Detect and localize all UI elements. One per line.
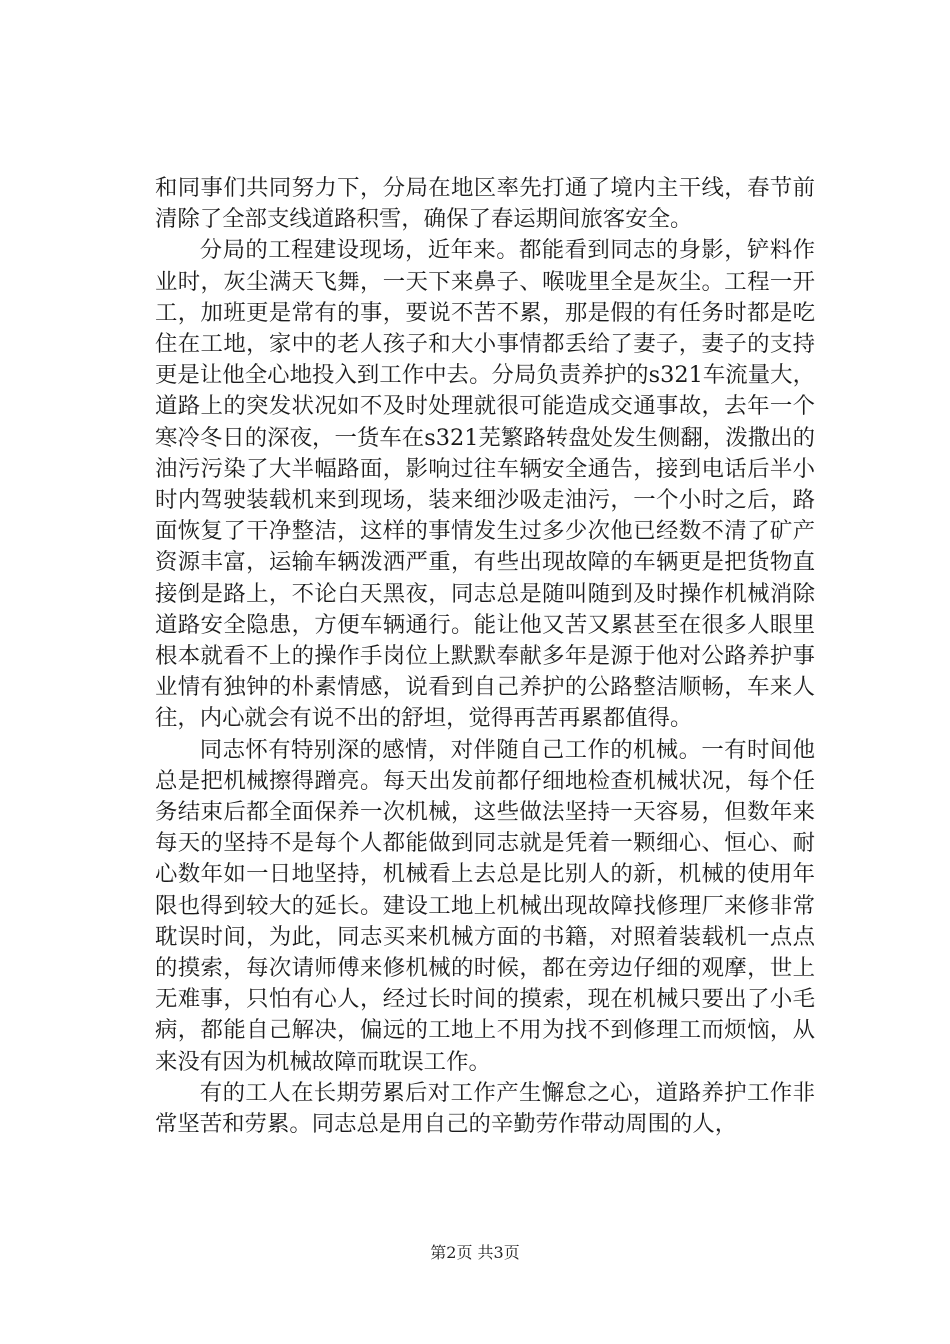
page-number-footer: 第2页 共3页 — [430, 1243, 520, 1262]
document-body — [155, 173, 815, 1140]
paragraph-2: 分局的工程建设现场，近年来。都能看到同志的身影，铲料作业时，灰尘满天飞舞，一天下来鼻子、喉咙里全是灰尘。工程一开工，加班更是常有的事，要说不苦不累，那是假的有任务时都是吃住在工地，家中的老人孩子和大小事情都丢给了妻子，妻子的支持更是让他全心地投入到工作中去。分局负责养护的s321车流量大，道路上的突发状况如不及时处理就很可能造成交通事故，去年一个寒冷冬日的深夜，一货车在s321芜繁路转盘处发生侧翻，泼撒出的油污污染了大半幅路面，影响过往车辆安全通告，接到电话后半小时内驾驶装载机来到现场，装来细沙吸走油污，一个小时之后，路面恢复了干净整洁，这样的事情发生过多少次他已经数不清了矿产资源丰富，运输车辆泼洒严重，有些出现故障的车辆更是把货物直接倒是路上，不论白天黑夜，同志总是随叫随到及时操作机械消除道路安全隐患，方便车辆通行。能让他又苦又累甚至在很多人眼里根本就看不上的操作手岗位上默默奉献多年是源于他对公路养护事业情有独钟的朴素情感，说看到自己养护的公路整洁顺畅，车来人往，内心就会有说不出的舒坦，觉得再苦再累都值得。 — [155, 237, 815, 732]
paragraph-4: 有的工人在长期劳累后对工作产生懈怠之心，道路养护工作非常坚苦和劳累。同志总是用自己的辛勤劳作带动周围的人， — [155, 1079, 815, 1138]
paragraph-3: 同志怀有特别深的感情，对伴随自己工作的机械。一有时间他总是把机械擦得蹭亮。每天出发前都仔细地检查机械状况，每个任务结束后都全面保养一次机械，这些做法坚持一天容易，但数年来每天的坚持不是每个人都能做到同志就是凭着一颗细心、恒心、耐心数年如一日地坚持，机械看上去总是比别人的新，机械的使用年限也得到较大的延长。建设工地上机械出现故障找修理厂来修非常耽误时间，为此，同志买来机械方面的书籍，对照着装载机一点点的摸索，每次请师傅来修机械的时候，都在旁边仔细的观摩，世上无难事，只怕有心人，经过长时间的摸索，现在机械只要出了小毛病，都能自己解决，偏远的工地上不用为找不到修理工而烦恼，从来没有因为机械故障而耽误工作。 — [155, 736, 815, 1075]
paragraph-1: 和同事们共同努力下，分局在地区率先打通了境内主干线，春节前清除了全部支线道路积雪，确保了春运期间旅客安全。 — [155, 175, 815, 233]
